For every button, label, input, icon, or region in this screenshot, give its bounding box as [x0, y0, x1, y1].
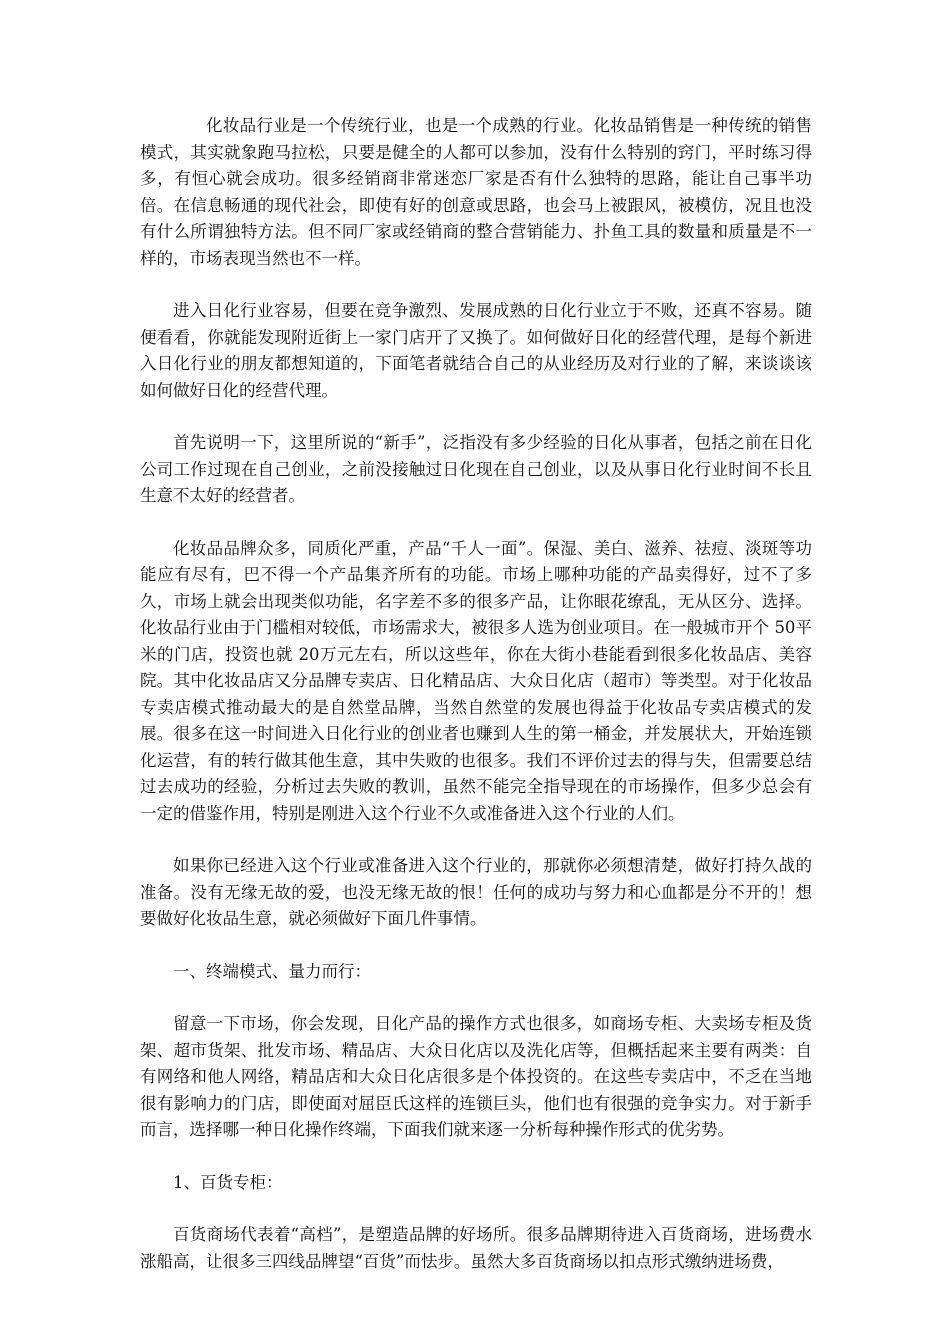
paragraph-department-store: 百货商场代表着“高档”，是塑造品牌的好场所。很多品牌期待进入百货商场，进场费水涨船高，让很多三四线品牌望“百货”而怯步。虽然大多百货商场以扣点形式缴纳进场费，	[140, 1225, 812, 1271]
section-heading-terminal-mode: 一、终端模式、量力而行：	[173, 961, 371, 981]
paragraph-newcomer-definition: 首先说明一下，这里所说的“新手”，泛指没有多少经验的日化从事者，包括之前在日化公司工作过现在自己创业，之前没接触过日化现在自己创业，以及从事日化行业时间不长且生意不太好的经营者。	[140, 433, 812, 505]
paragraph-brand-homogeneity: 化妆品品牌众多，同质化严重，产品“千人一面”。保湿、美白、滋养、祛痘、淡斑等功能应有尽有，巴不得一个产品集齐所有的功能。市场上哪种功能的产品卖得好，过不了多久，市场上就会出现类似功能，名字差不多的很多产品，让你眼花缭乱，无从区分、选择。化妆品行业由于门槛相对较低，市场需求大，被很多人选为创业项目。在一般城市开个 50平米的门店，投资也就 20万元左右，所以这些年，你在大街小巷能看到很多化妆品店、美容院。其中化妆品店又分品牌专卖店、日化精品店、大众日化店（超市）等类型。对于化妆品专卖店模式推动最大的是自然堂品牌，当然自然堂的发展也得益于化妆品专卖店模式的发展。很多在这一时间进入日化行业的创业者也赚到人生的第一桶金，并发展状大，开始连锁化运营，有的转行做其他生意，其中失败的也很多。我们不评价过去的得与失，但需要总结过去成功的经验，分析过去失败的教训，虽然不能完全指导现在的市场操作，但多少总会有一定的借鉴作用，特别是刚进入这个行业不久或准备进入这个行业的人们。	[140, 538, 812, 823]
subsection-heading-department-store: 1、百货专柜：	[173, 1172, 283, 1192]
paragraph-intro: 化妆品行业是一个传统行业，也是一个成熟的行业。化妆品销售是一种传统的销售模式，其实就象跑马拉松，只要是健全的人都可以参加，没有什么特别的窍门，平时练习得多，有恒心就会成功。很多经销商非常迷恋厂家是否有什么独特的思路，能让自己事半功倍。在信息畅通的现代社会，即使有好的创意或思路，也会马上被跟风，被模仿，况且也没有什么所谓独特方法。但不同厂家或经销商的整合营销能力、扑鱼工具的数量和质量是不一样的，市场表现当然也不一样。	[140, 116, 812, 268]
paragraph-entering-industry: 进入日化行业容易，但要在竞争激烈、发展成熟的日化行业立于不败，还真不容易。随便看看，你就能发现附近街上一家门店开了又换了。如何做好日化的经营代理，是每个新进入日化行业的朋友都想知道的，下面笔者就结合自己的从业经历及对行业的了解，来谈谈该如何做好日化的经营代理。	[140, 301, 812, 400]
paragraph-terminal-types: 留意一下市场，你会发现，日化产品的操作方式也很多，如商场专柜、大卖场专柜及货架、超市货架、批发市场、精品店、大众日化店以及洗化店等，但概括起来主要有两类：自有网络和他人网络，精品店和大众日化店很多是个体投资的。在这些专卖店中，不乏在当地很有影响力的门店，即使面对屈臣氏这样的连锁巨头，他们也有很强的竞争实力。对于新手而言，选择哪一种日化操作终端，下面我们就来逐一分析每种操作形式的优劣势。	[140, 1014, 812, 1139]
document-body	[140, 113, 812, 1301]
paragraph-preparation: 如果你已经进入这个行业或准备进入这个行业的，那就你必须想清楚，做好打持久战的准备。没有无缘无故的爱，也没无缘无故的恨！任何的成功与努力和心血都是分不开的！想要做好化妆品生意，就必须做好下面几件事情。	[140, 856, 812, 928]
